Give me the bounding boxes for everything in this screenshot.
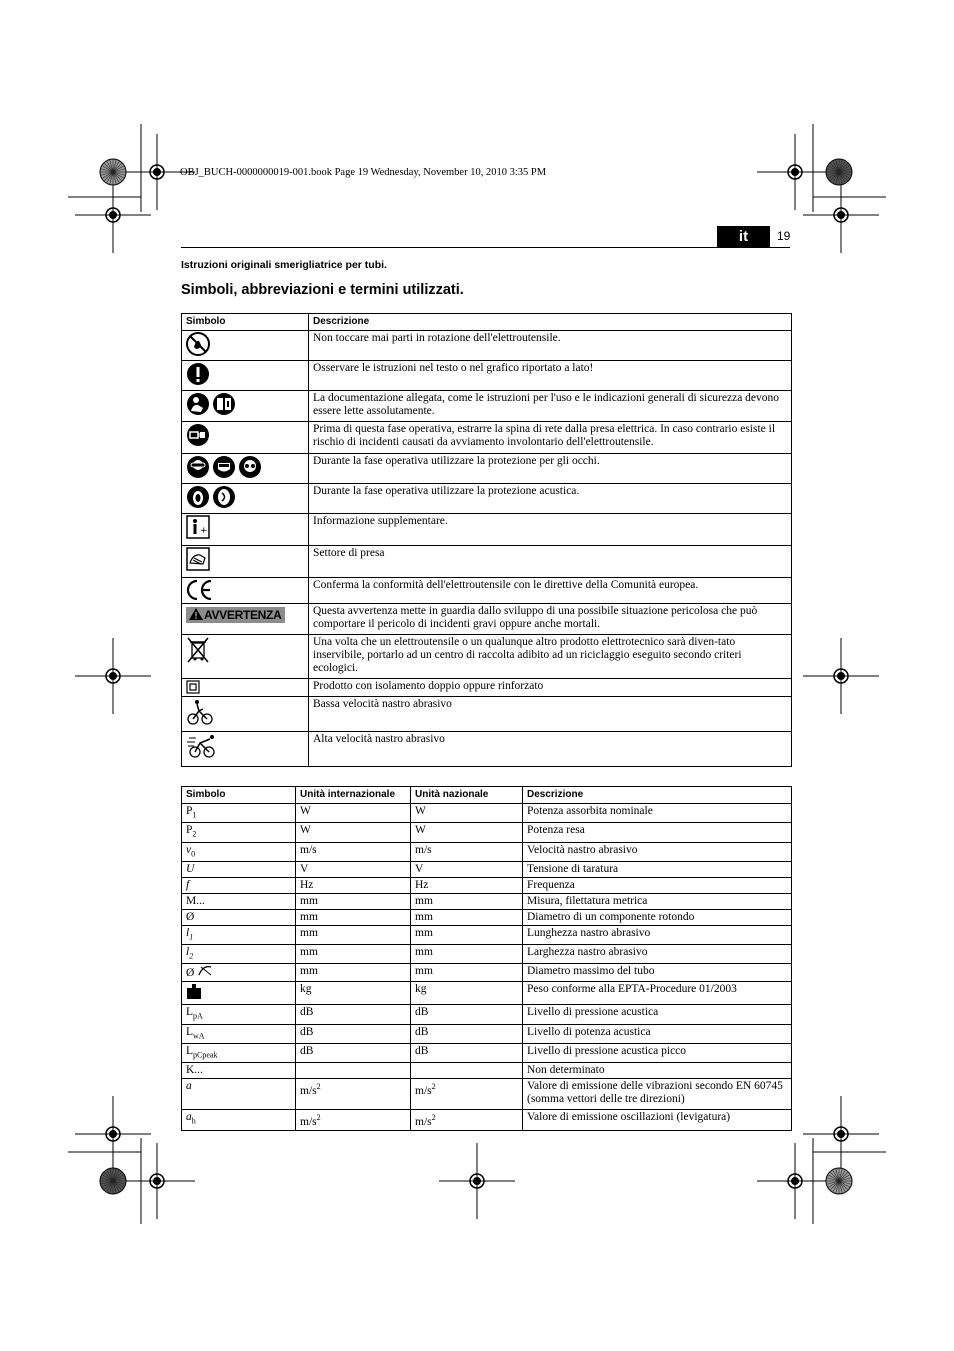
symbol-text: K...	[186, 1064, 203, 1077]
symbol-text: P	[186, 805, 193, 817]
national-unit-cell	[411, 861, 523, 877]
symbol-cell	[182, 982, 296, 1005]
symbol-text: L	[186, 1045, 194, 1058]
safety-glasses-icon	[238, 455, 264, 467]
unit-text: mm	[300, 926, 318, 939]
symbol-text: a	[186, 1080, 192, 1093]
description-cell: Larghezza nastro abrasivo	[523, 945, 792, 964]
unit-text: V	[415, 862, 424, 875]
color-rosette-mark	[100, 1168, 126, 1194]
symbol-cell	[182, 635, 309, 679]
international-unit-cell	[296, 842, 411, 861]
symbol-text: Ø	[186, 910, 195, 923]
symbol-cell	[182, 1063, 296, 1079]
national-unit-cell	[411, 1024, 523, 1043]
symbols-table	[181, 313, 792, 767]
crosshair-mark	[757, 134, 833, 210]
symbol-text: l	[186, 926, 190, 939]
symbol-cell	[182, 909, 296, 925]
symbol-subscript: 2	[189, 951, 194, 961]
description-cell: Livello di pressione acustica picco	[523, 1044, 792, 1063]
symbol-text: L	[186, 1025, 194, 1038]
ear-protection-icon	[186, 485, 212, 497]
crossed-bin-icon	[186, 636, 212, 648]
symbol-cell	[182, 1005, 296, 1024]
color-rosette-mark	[826, 1168, 852, 1194]
description-cell: Livello di potenza acustica	[523, 1024, 792, 1043]
description-cell: Tensione di taratura	[523, 861, 792, 877]
info-plus-icon	[186, 515, 212, 536]
unit-text: mm	[415, 965, 433, 978]
unit-row	[182, 1024, 792, 1043]
national-unit-cell	[411, 909, 523, 925]
warning-badge-label: AVVERTENZA	[204, 608, 282, 622]
unit-row	[182, 1110, 792, 1131]
description-cell: Valore di emissione delle vibrazioni secondo EN 60745 (somma vettori delle tre direzioni)	[523, 1079, 792, 1110]
crosshair-mark	[75, 638, 151, 714]
description-cell: Questa avvertenza mette in guardia dallo sviluppo di una possibile situazione pericolosa che può comportare il pericolo di incidenti gravi oppure anche mortali.	[309, 604, 792, 635]
symbol-cell	[182, 804, 296, 823]
unit-row	[182, 861, 792, 877]
international-unit-cell	[296, 861, 411, 877]
national-unit-cell	[411, 877, 523, 893]
international-unit-cell	[296, 982, 411, 1005]
unit-text: kg	[415, 983, 427, 996]
symbol-cell	[182, 1044, 296, 1063]
international-unit-cell	[296, 1044, 411, 1063]
unit-text: mm	[300, 946, 318, 959]
symbol-cell	[182, 454, 309, 484]
unit-text: dB	[300, 1006, 314, 1019]
international-unit-cell	[296, 1079, 411, 1110]
warning-badge	[186, 607, 285, 623]
description-cell: Frequenza	[523, 877, 792, 893]
description-cell: Prima di questa fase operativa, estrarre la spina di rete dalla presa elettrica. In caso contrario esiste il rischio di incidenti causati da avviamento involontario dell'elettroutensile.	[309, 422, 792, 454]
symbol-cell	[182, 514, 309, 546]
unit-text: Hz	[415, 878, 429, 891]
symbol-cell	[182, 604, 309, 635]
crosshair-mark	[803, 638, 879, 714]
symbol-cell	[182, 732, 309, 767]
double-insulation-icon	[186, 680, 202, 692]
units-table	[181, 786, 792, 1131]
symbol-row	[182, 361, 792, 391]
ear-protection-icon-2	[212, 485, 238, 497]
symbol-row	[182, 514, 792, 546]
description-cell: Bassa velocità nastro abrasivo	[309, 697, 792, 732]
national-unit-cell	[411, 964, 523, 982]
description-cell: Diametro di un componente rotondo	[523, 909, 792, 925]
symbol-row	[182, 732, 792, 767]
international-unit-cell	[296, 804, 411, 823]
unplug-icon	[186, 423, 212, 435]
national-unit-cell	[411, 945, 523, 964]
unit-row	[182, 1044, 792, 1063]
symbol-row	[182, 484, 792, 514]
unit-text: dB	[415, 1025, 429, 1038]
description-cell: Diametro massimo del tubo	[523, 964, 792, 982]
national-unit-cell	[411, 823, 523, 842]
unit-text: Hz	[300, 878, 314, 891]
national-unit-cell	[411, 982, 523, 1005]
international-unit-cell	[296, 1024, 411, 1043]
unit-row	[182, 1005, 792, 1024]
symbol-cell	[182, 1110, 296, 1131]
symbol-text: L	[186, 1006, 194, 1019]
read-manual-icon	[186, 392, 212, 404]
color-rosette-mark	[826, 159, 852, 185]
description-cell: Livello di pressione acustica	[523, 1005, 792, 1024]
description-cell: Durante la fase operativa utilizzare la protezione acustica.	[309, 484, 792, 514]
symbol-row	[182, 604, 792, 635]
symbol-subscript: pCpeak	[193, 1050, 218, 1060]
symbol-row	[182, 546, 792, 578]
unit-text: kg	[300, 983, 312, 996]
unit-row	[182, 893, 792, 909]
description-cell: Durante la fase operativa utilizzare la protezione per gli occhi.	[309, 454, 792, 484]
symbol-subscript: h	[191, 1116, 196, 1126]
description-cell: Prodotto con isolamento doppio oppure rinforzato	[309, 679, 792, 697]
unit-text: W	[415, 824, 426, 837]
international-unit-cell	[296, 893, 411, 909]
language-badge: it	[717, 226, 770, 247]
crosshair-mark	[439, 1143, 515, 1219]
crosshair-mark	[75, 177, 151, 253]
symbol-subscript: 0	[191, 848, 196, 858]
unit-text: m/s	[415, 1085, 432, 1098]
national-unit-cell	[411, 1044, 523, 1063]
unit-row	[182, 982, 792, 1005]
unit-text: mm	[300, 965, 318, 978]
international-unit-cell	[296, 964, 411, 982]
symbol-row	[182, 454, 792, 484]
description-cell: Osservare le istruzioni nel testo o nel grafico riportato a lato!	[309, 361, 792, 391]
symbol-cell	[182, 842, 296, 861]
column-header-description: Descrizione	[309, 314, 792, 331]
international-unit-cell	[296, 925, 411, 944]
symbol-text: Ø	[186, 967, 195, 980]
symbol-cell	[182, 679, 309, 697]
slow-cyclist-icon	[186, 698, 216, 710]
unit-text: mm	[415, 910, 433, 923]
column-header-national-unit: Unità nazionale	[411, 787, 523, 804]
color-rosette-mark	[100, 159, 126, 185]
unit-text: mm	[300, 910, 318, 923]
no-touch-rotating-icon	[186, 332, 212, 344]
unit-row	[182, 804, 792, 823]
international-unit-cell	[296, 945, 411, 964]
unit-superscript: 2	[316, 1113, 321, 1123]
unit-text: mm	[415, 946, 433, 959]
unit-row	[182, 1063, 792, 1079]
crosshair-mark	[803, 177, 879, 253]
page-number: 19	[777, 229, 791, 243]
unit-text: W	[300, 805, 311, 817]
unit-row	[182, 1079, 792, 1110]
symbol-text: f	[186, 878, 190, 891]
pipe-diameter-icon	[194, 967, 213, 979]
national-unit-cell	[411, 893, 523, 909]
symbol-row	[182, 391, 792, 422]
symbol-cell	[182, 945, 296, 964]
national-unit-cell	[411, 842, 523, 861]
symbol-text: l	[186, 946, 190, 959]
national-unit-cell	[411, 1005, 523, 1024]
symbol-cell	[182, 697, 309, 732]
unit-text: dB	[415, 1006, 429, 1019]
warning-triangle-icon	[189, 608, 204, 622]
unit-row	[182, 945, 792, 964]
header-rule	[181, 247, 790, 248]
symbol-cell	[182, 925, 296, 944]
international-unit-cell	[296, 909, 411, 925]
description-cell: Informazione supplementare.	[309, 514, 792, 546]
unit-row	[182, 964, 792, 982]
crosshair-mark	[75, 1096, 151, 1172]
international-unit-cell	[296, 823, 411, 842]
exclamation-icon	[186, 362, 212, 374]
document-subtitle: Istruzioni originali smerigliatrice per tubi.	[181, 259, 387, 271]
unit-text: m/s	[300, 843, 317, 856]
symbol-subscript: 1	[189, 932, 194, 942]
unit-text: dB	[415, 1045, 429, 1058]
unit-text: m/s	[415, 1116, 432, 1129]
symbol-text: U	[186, 862, 195, 875]
national-unit-cell	[411, 804, 523, 823]
symbol-cell	[182, 1079, 296, 1110]
unit-superscript: 2	[431, 1113, 436, 1123]
unit-text: mm	[415, 926, 433, 939]
symbol-cell	[182, 422, 309, 454]
symbol-cell	[182, 877, 296, 893]
symbol-subscript: pA	[193, 1011, 203, 1021]
unit-text: mm	[300, 894, 318, 907]
file-info-line: OBJ_BUCH-0000000019-001.book Page 19 Wednesday, November 10, 2010 3:35 PM	[180, 167, 547, 178]
symbol-text: v	[186, 843, 192, 856]
crosshair-mark	[757, 1143, 833, 1219]
grip-area-icon	[186, 547, 212, 559]
symbol-cell	[182, 484, 309, 514]
column-header-international-unit: Unità internazionale	[296, 787, 411, 804]
symbol-cell	[182, 893, 296, 909]
unit-text: m/s	[300, 1116, 317, 1129]
unit-row	[182, 842, 792, 861]
symbol-row	[182, 578, 792, 604]
symbol-subscript: 1	[192, 810, 197, 820]
book-icon	[212, 392, 238, 404]
symbol-row	[182, 679, 792, 697]
national-unit-cell	[411, 925, 523, 944]
international-unit-cell	[296, 877, 411, 893]
description-cell: Una volta che un elettroutensile o un qualunque altro prodotto elettrotecnico sarà diven-tato inservibile, portarlo ad un centro di raccolta adibito ad un riciclaggio eseguito secondo criteri ecologici.	[309, 635, 792, 679]
unit-text: V	[300, 862, 309, 875]
symbol-text: M...	[186, 894, 205, 907]
fast-cyclist-icon	[186, 733, 220, 745]
section-title: Simboli, abbreviazioni e termini utilizzati.	[181, 282, 464, 298]
description-cell: Alta velocità nastro abrasivo	[309, 732, 792, 767]
international-unit-cell	[296, 1063, 411, 1079]
unit-text: dB	[300, 1045, 314, 1058]
symbol-subscript: 2	[192, 829, 197, 839]
goggles-icon	[186, 455, 212, 467]
unit-text: W	[300, 824, 311, 837]
national-unit-cell	[411, 1063, 523, 1079]
unit-row	[182, 877, 792, 893]
description-cell: Lunghezza nastro abrasivo	[523, 925, 792, 944]
symbol-cell	[182, 361, 309, 391]
description-cell: Potenza resa	[523, 823, 792, 842]
description-cell: La documentazione allegata, come le istruzioni per l'uso e le indicazioni generali di sicurezza devono essere lette assolutamente.	[309, 391, 792, 422]
description-cell: Conferma la conformità dell'elettroutensile con le direttive della Comunità europea.	[309, 578, 792, 604]
symbol-cell	[182, 546, 309, 578]
unit-row	[182, 925, 792, 944]
international-unit-cell	[296, 1005, 411, 1024]
unit-row	[182, 909, 792, 925]
weight-icon	[186, 990, 202, 1002]
symbol-cell	[182, 861, 296, 877]
symbol-cell	[182, 823, 296, 842]
unit-text: mm	[415, 894, 433, 907]
description-cell: Peso conforme alla EPTA-Procedure 01/2003	[523, 982, 792, 1005]
symbol-row	[182, 635, 792, 679]
ce-mark-icon	[186, 579, 216, 591]
international-unit-cell	[296, 1110, 411, 1131]
description-cell: Non determinato	[523, 1063, 792, 1079]
symbol-subscript: wA	[193, 1031, 205, 1041]
symbol-cell	[182, 1024, 296, 1043]
description-cell: Velocità nastro abrasivo	[523, 842, 792, 861]
unit-superscript: 2	[431, 1082, 436, 1092]
symbol-row	[182, 422, 792, 454]
description-cell: Settore di presa	[309, 546, 792, 578]
description-cell: Valore di emissione oscillazioni (levigatura)	[523, 1110, 792, 1131]
unit-text: W	[415, 805, 426, 817]
description-cell: Potenza assorbita nominale	[523, 804, 792, 823]
symbol-cell	[182, 578, 309, 604]
symbol-cell	[182, 391, 309, 422]
unit-row	[182, 823, 792, 842]
crosshair-mark	[803, 1096, 879, 1172]
svg-text:+: +	[200, 526, 208, 536]
symbol-row	[182, 697, 792, 732]
symbol-text: P	[186, 824, 193, 837]
description-cell: Misura, filettatura metrica	[523, 893, 792, 909]
symbol-row	[182, 331, 792, 361]
symbol-cell	[182, 964, 296, 982]
unit-text: m/s	[415, 843, 432, 856]
national-unit-cell	[411, 1110, 523, 1131]
column-header-symbol: Simbolo	[182, 787, 296, 804]
unit-text: m/s	[300, 1085, 317, 1098]
symbol-cell	[182, 331, 309, 361]
crosshair-mark	[119, 1143, 195, 1219]
description-cell: Non toccare mai parti in rotazione dell'elettroutensile.	[309, 331, 792, 361]
symbol-text: a	[186, 1111, 192, 1124]
column-header-symbol: Simbolo	[182, 314, 309, 331]
face-shield-icon	[212, 455, 238, 467]
national-unit-cell	[411, 1079, 523, 1110]
unit-text: dB	[300, 1025, 314, 1038]
column-header-description: Descrizione	[523, 787, 792, 804]
unit-superscript: 2	[316, 1082, 321, 1092]
